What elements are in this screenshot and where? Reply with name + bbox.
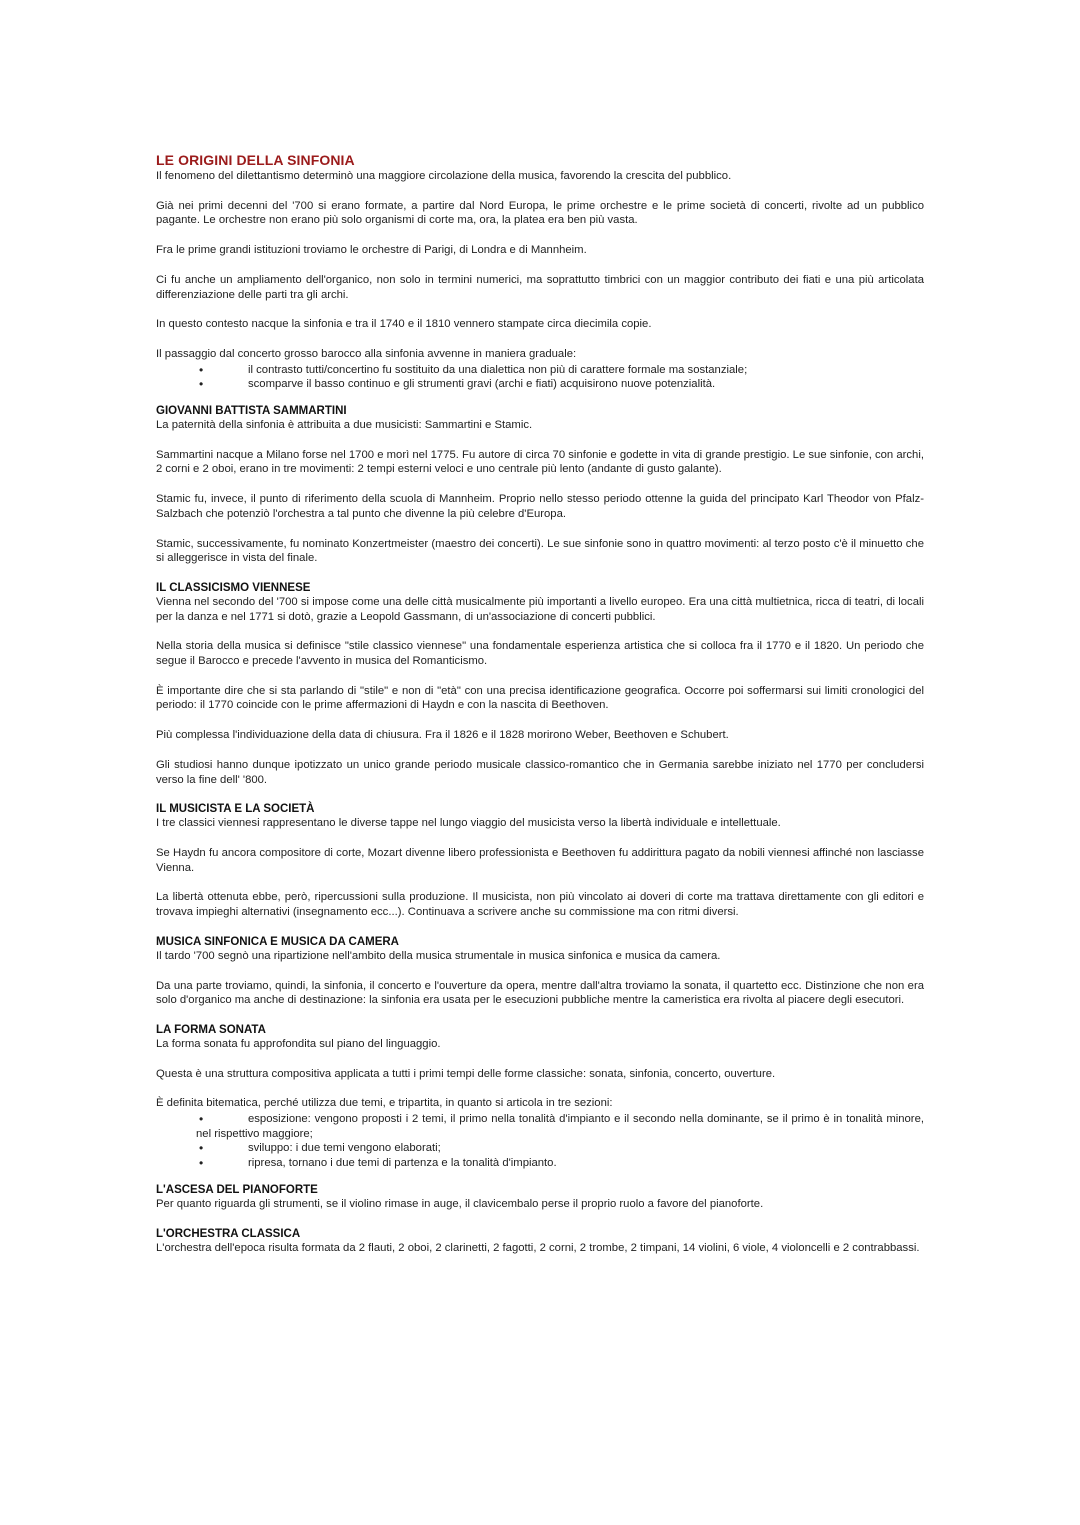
paragraph: Il passaggio dal concerto grosso barocco alla sinfonia avvenne in maniera graduale: xyxy=(156,347,577,360)
bullet-list xyxy=(156,1112,924,1171)
paragraph: Il tardo '700 segnò una ripartizione nell'ambito della musica strumentale in musica sinfonica e musica da camera. xyxy=(156,949,721,962)
paragraph: Il fenomeno del dilettantismo determinò una maggiore circolazione della musica, favorendo la crescita del pubblico. xyxy=(156,170,732,182)
paragraph: La paternità della sinfonia è attribuita a due musicisti: Sammartini e Stamic. xyxy=(156,419,533,432)
list-item: • sviluppo: i due temi vengono elaborati; xyxy=(156,1141,924,1156)
paragraph: La forma sonata fu approfondita sul piano del linguaggio. xyxy=(156,1037,441,1050)
paragraph: La libertà ottenuta ebbe, però, ripercussioni sulla produzione. Il musicista, non più vincolato ai doveri di corte ma trattava direttamente con gli editori e trovava impieghi alternativi (insegnamento ecc...). Continuava a scrivere anche su commissione ma con ritmi diversi. xyxy=(156,891,924,919)
paragraph: Stamic, successivamente, fu nominato Konzertmeister (maestro dei concerti). Le sue sinfonie sono in quattro movimenti: al terzo posto c'è il minuetto che si alleggerisce in vista del finale. xyxy=(156,537,924,565)
section-heading: GIOVANNI BATTISTA SAMMARTINI xyxy=(156,405,347,418)
paragraph: Se Haydn fu ancora compositore di corte, Mozart divenne libero professionista e Beethoven fu addirittura pagato da nobili viennesi affinché non lasciasse Vienna. xyxy=(156,846,924,874)
list-item: • ripresa, tornano i due temi di partenza e la tonalità d'impianto. xyxy=(156,1156,924,1171)
paragraph: Per quanto riguarda gli strumenti, se il violino rimase in auge, il clavicembalo perse il proprio ruolo a favore del pianoforte. xyxy=(156,1197,764,1210)
page-title: LE ORIGINI DELLA SINFONIA xyxy=(156,152,355,168)
paragraph: Fra le prime grandi istituzioni troviamo le orchestre di Parigi, di Londra e di Mannheim. xyxy=(156,244,587,257)
section-heading: IL MUSICISTA E LA SOCIETÀ xyxy=(156,803,315,816)
paragraph: Vienna nel secondo del '700 si impose come una delle città musicalmente più importanti a livello europeo. Era una città multietnica, ricca di teatri, di locali per la danza e nel 1771 si dotò, grazie a Leopold Gassmann, di un'associazione di concerti pubblici. xyxy=(156,595,924,623)
section-sinfonica xyxy=(156,935,924,1008)
paragraph: È definita bitematica, perché utilizza due temi, e tripartita, in quanto si articola in tre sezioni: xyxy=(156,1097,613,1110)
list-item: • il contrasto tutti/concertino fu sostituito da una dialettica non più di carattere formale ma sostanziale; xyxy=(156,363,924,378)
paragraph: Nella storia della musica si definisce "stile classico viennese" una fondamentale esperienza artistica che si colloca fra il 1770 e il 1820. Un periodo che segue il Barocco e precede l'avvento in musica del Romanticismo. xyxy=(156,640,924,668)
section-classicismo xyxy=(156,581,924,787)
section-sammartini xyxy=(156,404,924,566)
section-heading: LA FORMA SONATA xyxy=(156,1023,266,1036)
paragraph: Più complessa l'individuazione della data di chiusura. Fra il 1826 e il 1828 morirono Weber, Beethoven e Schubert. xyxy=(156,729,729,742)
paragraph: Questa è una struttura compositiva applicata a tutti i primi tempi delle forme classiche: sonata, sinfonia, concerto, ouverture. xyxy=(156,1067,776,1080)
paragraph: I tre classici viennesi rappresentano le diverse tappe nel lungo viaggio del musicista verso la libertà individuale e intellettuale. xyxy=(156,817,781,830)
section-orchestra xyxy=(156,1227,924,1256)
list-item: • esposizione: vengono proposti i 2 temi, il primo nella tonalità d'impianto e il secondo nella dominante, se il primo è in tonalità minore, nel rispettivo maggiore; xyxy=(156,1112,924,1141)
section-sonata xyxy=(156,1023,924,1171)
paragraph: In questo contesto nacque la sinfonia e tra il 1740 e il 1810 vennero stampate circa diecimila copie. xyxy=(156,318,652,331)
paragraph: Sammartini nacque a Milano forse nel 1700 e morì nel 1775. Fu autore di circa 70 sinfonie e godette in vita di grande prestigio. Le sue sinfonie, con archi, 2 corni e 2 oboi, erano in tre movimenti: 2 tempi esterni veloci e uno centrale più lento (andante di gusto galante). xyxy=(156,448,924,476)
section-heading: MUSICA SINFONICA E MUSICA DA CAMERA xyxy=(156,935,399,948)
paragraph: Da una parte troviamo, quindi, la sinfonia, il concerto e l'ouverture da opera, mentre dall'altra troviamo la sonata, il quartetto ecc. Distinzione che non era solo d'organico ma anche di destinazione: la sinfonia era usata per le esecuzioni pubbliche mentre la cameristica era rivolta al piacere degli esecutori. xyxy=(156,979,924,1007)
bullet-list xyxy=(156,363,924,392)
list-item: • scomparve il basso continuo e gli strumenti gravi (archi e fiati) acquisirono nuove potenzialità. xyxy=(156,377,924,392)
section-heading: IL CLASSICISMO VIENNESE xyxy=(156,581,311,594)
paragraph: Ci fu anche un ampliamento dell'organico, non solo in termini numerici, ma soprattutto timbrici con un maggior contributo dei fiati e una più articolata differenziazione delle parti tra gli archi. xyxy=(156,273,924,301)
section-musicista xyxy=(156,802,924,920)
section-heading: L'ORCHESTRA CLASSICA xyxy=(156,1227,301,1240)
paragraph: Stamic fu, invece, il punto di riferimento della scuola di Mannheim. Proprio nello stesso periodo ottenne la guida del principato Karl Theodor von Pfalz-Salzbach che potenziò l'orchestra a tal punto che divenne la più celebre d'Europa. xyxy=(156,493,924,520)
paragraph: È importante dire che si sta parlando di "stile" e non di "età" con una precisa identificazione geografica. Occorre poi soffermarsi sui limiti cronologici del periodo: il 1770 coincide con le prime affermazioni di Haydn e con la nascita di Beethoven. xyxy=(156,684,924,712)
paragraph: L'orchestra dell'epoca risulta formata da 2 flauti, 2 oboi, 2 clarinetti, 2 fagotti, 2 corni, 2 trombe, 2 timpani, 14 violini, 6 viole, 4 violoncelli e 2 contrabbassi. xyxy=(156,1241,920,1254)
paragraph: Gli studiosi hanno dunque ipotizzato un unico grande periodo musicale classico-romantico che in Germania sarebbe iniziato nel 1770 per concludersi verso la fine dell' '800. xyxy=(156,758,924,786)
section-heading: L'ASCESA DEL PIANOFORTE xyxy=(156,1183,318,1196)
paragraph: Già nei primi decenni del '700 si erano formate, a partire dal Nord Europa, le prime orchestre e le prime società di concerti, rivolte ad un pubblico pagante. Le orchestre non erano più solo organismi di corte ma, ora, la platea era ben più vasta. xyxy=(156,199,924,227)
section-pianoforte xyxy=(156,1183,924,1212)
